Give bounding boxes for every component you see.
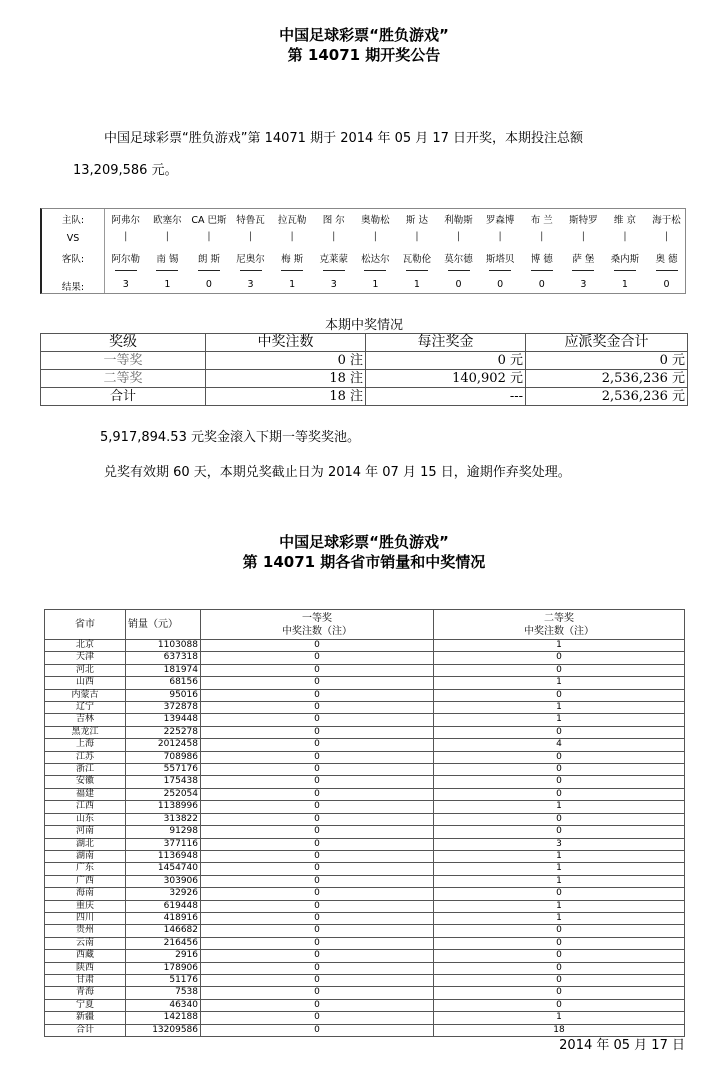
- prize-row: [41, 370, 688, 388]
- province-row: [45, 1012, 685, 1024]
- home-team: 斯 达: [405, 215, 428, 226]
- prize-row: [41, 388, 688, 406]
- underline-divider: [531, 270, 553, 271]
- province-sales: 32926: [126, 888, 201, 900]
- province-sales: 91298: [126, 826, 201, 838]
- province-name: 湖南: [45, 850, 126, 862]
- vs-separator: |: [332, 231, 336, 242]
- province-name: 青海: [45, 987, 126, 999]
- province-sales: 178906: [126, 962, 201, 974]
- province-name: 陕西: [45, 962, 126, 974]
- vs-separator: |: [664, 231, 669, 242]
- announcement-subtitle: 第 14071 期开奖公告: [287, 46, 441, 64]
- province-first: 0: [201, 776, 434, 788]
- province-first: 0: [201, 888, 434, 900]
- province-second: 0: [434, 813, 685, 825]
- province-sales: 708986: [126, 751, 201, 763]
- intro-line-2: 13,209,586 元。: [73, 163, 178, 178]
- prov-header-second: [434, 610, 685, 640]
- province-row: [45, 776, 685, 788]
- province-row: [45, 640, 685, 652]
- team-underline: [396, 270, 438, 271]
- team-underline: [188, 270, 230, 271]
- footer-date: 2014 年 05 月 17 日: [559, 1038, 685, 1053]
- prov-header-second-l1: 二等奖: [544, 612, 574, 624]
- province-row: [45, 677, 685, 689]
- team-underline: [230, 270, 272, 271]
- away-team: 梅 斯: [281, 254, 304, 265]
- match-result: 1: [164, 279, 171, 290]
- vs-separator: |: [456, 231, 461, 242]
- vs-separator: |: [373, 231, 377, 242]
- vs-separator: |: [165, 231, 169, 242]
- province-first: 0: [201, 850, 434, 862]
- prov-header-second-l2: 中奖注数（注）: [524, 625, 594, 637]
- province-sales: 377116: [126, 838, 201, 850]
- province-row: [45, 764, 685, 776]
- province-second: 0: [434, 776, 685, 788]
- match-result: 1: [289, 279, 296, 290]
- prize-count: 18 注: [206, 388, 366, 406]
- province-second: 1: [434, 900, 685, 912]
- vs-separator: |: [623, 231, 627, 242]
- section2-title: 中国足球彩票“胜负游戏”: [279, 533, 449, 551]
- prize-count: 18 注: [206, 370, 366, 388]
- province-sales: 181974: [126, 664, 201, 676]
- province-row: [45, 838, 685, 850]
- province-name: 湖北: [45, 838, 126, 850]
- province-second: 0: [434, 751, 685, 763]
- team-underline: [355, 270, 397, 271]
- province-first: 0: [201, 1024, 434, 1036]
- result-label: 结果:: [61, 282, 85, 293]
- province-row: [45, 863, 685, 875]
- validity-note: 兑奖有效期 60 天，本期兑奖截止日为 2014 年 07 月 15 日，逾期作弃奖处理。: [104, 465, 571, 480]
- underline-divider: [156, 270, 178, 271]
- team-underline: [521, 270, 563, 271]
- prize-per: 0 元: [366, 352, 526, 370]
- province-row: [45, 801, 685, 813]
- home-team: 维 京: [613, 215, 636, 226]
- province-first: 0: [201, 801, 434, 813]
- province-name: 重庆: [45, 900, 126, 912]
- province-second: 1: [434, 850, 685, 862]
- province-sales: 619448: [126, 900, 201, 912]
- province-name: 河北: [45, 664, 126, 676]
- province-second: 0: [434, 987, 685, 999]
- province-name: 河南: [45, 826, 126, 838]
- province-second: 0: [434, 950, 685, 962]
- prize-header-count: 中奖注数: [206, 334, 366, 352]
- province-first: 0: [201, 962, 434, 974]
- province-first: 0: [201, 974, 434, 986]
- province-name: 贵州: [45, 925, 126, 937]
- province-second: 0: [434, 826, 685, 838]
- home-team: 阿弗尔: [111, 215, 140, 226]
- prov-header-province: 省市: [45, 610, 126, 640]
- province-name: 浙江: [45, 764, 126, 776]
- underline-divider: [281, 270, 303, 271]
- match-result: 0: [205, 279, 212, 290]
- province-first: 0: [201, 640, 434, 652]
- prize-total: 2,536,236 元: [526, 388, 688, 406]
- announcement-title: 中国足球彩票“胜负游戏”: [279, 26, 449, 44]
- province-row: [45, 925, 685, 937]
- province-second: 0: [434, 974, 685, 986]
- match-result: 3: [122, 279, 129, 290]
- province-sales: 2916: [126, 950, 201, 962]
- province-second: 1: [434, 714, 685, 726]
- province-first: 0: [201, 714, 434, 726]
- match-result: 0: [497, 279, 504, 290]
- underline-divider: [614, 270, 636, 271]
- team-underline: [646, 270, 688, 271]
- home-team: 特鲁瓦: [236, 215, 265, 226]
- province-first: 0: [201, 950, 434, 962]
- away-team: 朗 斯: [197, 254, 220, 265]
- province-name: 新疆: [45, 1012, 126, 1024]
- province-second: 1: [434, 875, 685, 887]
- province-row: [45, 900, 685, 912]
- prize-row: [41, 352, 688, 370]
- province-second: 0: [434, 999, 685, 1011]
- vs-separator: |: [581, 231, 585, 242]
- prov-header-first-l1: 一等奖: [302, 612, 332, 624]
- prize-level: 一等奖: [41, 352, 206, 370]
- province-row: [45, 1024, 685, 1036]
- province-first: 0: [201, 826, 434, 838]
- province-row: [45, 726, 685, 738]
- team-underline: [147, 270, 189, 271]
- match-result: 3: [330, 279, 337, 290]
- province-second: 4: [434, 739, 685, 751]
- province-name: 上海: [45, 739, 126, 751]
- province-name: 四川: [45, 912, 126, 924]
- away-team: 松达尔: [361, 254, 390, 265]
- underline-divider: [656, 270, 678, 271]
- province-row: [45, 962, 685, 974]
- away-team: 博 德: [530, 254, 553, 265]
- underline-divider: [572, 270, 594, 271]
- province-row: [45, 937, 685, 949]
- province-second: 1: [434, 702, 685, 714]
- province-row: [45, 689, 685, 701]
- vs-separator: |: [498, 231, 502, 242]
- match-result: 3: [247, 279, 254, 290]
- province-sales: 313822: [126, 813, 201, 825]
- prize-total: 0 元: [526, 352, 688, 370]
- province-row: [45, 739, 685, 751]
- province-second: 1: [434, 640, 685, 652]
- vs-separator: |: [290, 231, 294, 242]
- province-name: 合计: [45, 1024, 126, 1036]
- province-name: 海南: [45, 888, 126, 900]
- away-team: 奥 德: [655, 254, 678, 265]
- away-team: 萨 堡: [572, 254, 595, 265]
- prov-header-first-l2: 中奖注数（注）: [282, 625, 352, 637]
- vs-separator: |: [540, 231, 544, 242]
- underline-divider: [364, 270, 386, 271]
- province-sales: 7538: [126, 987, 201, 999]
- province-sales: 13209586: [126, 1024, 201, 1036]
- province-sales: 372878: [126, 702, 201, 714]
- province-name: 山东: [45, 813, 126, 825]
- underline-divider: [323, 270, 345, 271]
- home-team: 拉瓦勒: [277, 215, 307, 226]
- vs-separator: |: [124, 231, 128, 242]
- province-row: [45, 788, 685, 800]
- province-name: 黑龙江: [45, 726, 126, 738]
- team-underline: [438, 270, 480, 271]
- vs-separator: |: [207, 231, 211, 242]
- province-first: 0: [201, 739, 434, 751]
- away-team: 阿尔勒: [111, 254, 140, 265]
- prize-table-caption: 本期中奖情况: [324, 318, 403, 333]
- province-name: 甘肃: [45, 974, 126, 986]
- vs-separator: |: [248, 231, 253, 242]
- province-row: [45, 974, 685, 986]
- province-sales: 216456: [126, 937, 201, 949]
- province-row: [45, 850, 685, 862]
- province-second: 1: [434, 801, 685, 813]
- province-row: [45, 702, 685, 714]
- vs-separator: |: [415, 231, 419, 242]
- section2-subtitle: 第 14071 期各省市销量和中奖情况: [242, 553, 486, 571]
- province-row: [45, 826, 685, 838]
- match-result: 0: [455, 279, 462, 290]
- home-team: 图 尔: [322, 215, 345, 226]
- match-result: 0: [538, 279, 545, 290]
- province-second: 1: [434, 912, 685, 924]
- home-label: 主队:: [61, 215, 85, 226]
- province-row: [45, 950, 685, 962]
- prize-per: ---: [366, 388, 526, 406]
- province-name: 广东: [45, 863, 126, 875]
- match-table: [40, 208, 686, 294]
- province-first: 0: [201, 664, 434, 676]
- province-second: 0: [434, 888, 685, 900]
- province-sales: 637318: [126, 652, 201, 664]
- province-second: 0: [434, 788, 685, 800]
- province-sales: 95016: [126, 689, 201, 701]
- province-name: 广西: [45, 875, 126, 887]
- intro-line-1: 中国足球彩票“胜负游戏”第 14071 期于 2014 年 05 月 17 日开奖，本期投注总额: [104, 131, 584, 146]
- match-result: 1: [372, 279, 379, 290]
- rollover-note: 5,917,894.53 元奖金滚入下期一等奖奖池。: [100, 430, 360, 445]
- away-team: 克莱蒙: [319, 254, 348, 265]
- province-sales: 68156: [126, 677, 201, 689]
- province-row: [45, 751, 685, 763]
- province-second: 0: [434, 764, 685, 776]
- province-first: 0: [201, 764, 434, 776]
- province-first: 0: [201, 677, 434, 689]
- province-name: 内蒙古: [45, 689, 126, 701]
- province-sales: 252054: [126, 788, 201, 800]
- province-name: 福建: [45, 788, 126, 800]
- match-result: 1: [621, 279, 628, 290]
- province-sales: 303906: [126, 875, 201, 887]
- underline-divider: [406, 270, 428, 271]
- province-sales: 225278: [126, 726, 201, 738]
- home-team: 罗森博: [485, 215, 515, 226]
- team-underline: [563, 270, 605, 271]
- team-underline: [604, 270, 646, 271]
- underline-divider: [489, 270, 511, 271]
- province-first: 0: [201, 702, 434, 714]
- underline-divider: [115, 270, 137, 271]
- province-name: 西藏: [45, 950, 126, 962]
- province-second: 0: [434, 652, 685, 664]
- province-sales: 1103088: [126, 640, 201, 652]
- prize-header-per: 每注奖金: [366, 334, 526, 352]
- away-team: 尼奥尔: [236, 254, 265, 265]
- underline-divider: [240, 270, 262, 271]
- prize-per: 140,902 元: [366, 370, 526, 388]
- province-sales: 418916: [126, 912, 201, 924]
- province-name: 山西: [45, 677, 126, 689]
- team-underline: [271, 270, 313, 271]
- province-second: 0: [434, 726, 685, 738]
- province-first: 0: [201, 925, 434, 937]
- province-name: 天津: [45, 652, 126, 664]
- province-sales: 2012458: [126, 739, 201, 751]
- province-row: [45, 652, 685, 664]
- prize-total: 2,536,236 元: [526, 370, 688, 388]
- province-table: [44, 609, 685, 1037]
- province-name: 云南: [45, 937, 126, 949]
- province-row: [45, 714, 685, 726]
- province-first: 0: [201, 987, 434, 999]
- prize-level: 合计: [41, 388, 206, 406]
- province-second: 0: [434, 664, 685, 676]
- province-second: 0: [434, 937, 685, 949]
- province-sales: 51176: [126, 974, 201, 986]
- province-second: 0: [434, 925, 685, 937]
- province-second: 18: [434, 1024, 685, 1036]
- province-name: 北京: [45, 640, 126, 652]
- match-result: 1: [413, 279, 420, 290]
- province-first: 0: [201, 726, 434, 738]
- home-team: 利勒斯: [444, 215, 473, 226]
- province-row: [45, 875, 685, 887]
- province-second: 0: [434, 689, 685, 701]
- province-sales: 1138996: [126, 801, 201, 813]
- away-label: 客队:: [61, 254, 85, 265]
- province-first: 0: [201, 838, 434, 850]
- province-sales: 46340: [126, 999, 201, 1011]
- province-sales: 142188: [126, 1012, 201, 1024]
- province-second: 0: [434, 962, 685, 974]
- away-team: 南 锡: [156, 254, 179, 265]
- province-sales: 175438: [126, 776, 201, 788]
- province-first: 0: [201, 689, 434, 701]
- underline-divider: [448, 270, 470, 271]
- match-result: 3: [580, 279, 587, 290]
- province-sales: 139448: [126, 714, 201, 726]
- province-sales: 557176: [126, 764, 201, 776]
- province-second: 1: [434, 1012, 685, 1024]
- province-name: 江苏: [45, 751, 126, 763]
- province-second: 1: [434, 677, 685, 689]
- province-first: 0: [201, 813, 434, 825]
- team-underline: [105, 270, 147, 271]
- province-row: [45, 664, 685, 676]
- province-name: 吉林: [45, 714, 126, 726]
- underline-divider: [198, 270, 220, 271]
- province-first: 0: [201, 900, 434, 912]
- province-first: 0: [201, 875, 434, 887]
- home-team: CA 巴斯: [191, 215, 227, 226]
- away-team: 莫尔德: [444, 254, 473, 265]
- province-sales: 1136948: [126, 850, 201, 862]
- prov-header-sales: 销量（元）: [126, 610, 201, 640]
- province-sales: 146682: [126, 925, 201, 937]
- away-team: 斯塔贝: [485, 254, 515, 265]
- prize-header-level: 奖级: [41, 334, 206, 352]
- team-underline: [479, 270, 521, 271]
- province-name: 宁夏: [45, 999, 126, 1011]
- prize-table: [40, 333, 688, 406]
- prize-level: 二等奖: [41, 370, 206, 388]
- match-result: 0: [663, 279, 670, 290]
- vs-label: VS: [66, 233, 80, 244]
- away-team: 桑内斯: [610, 254, 640, 265]
- prize-header-total: 应派奖金合计: [526, 334, 688, 352]
- province-first: 0: [201, 999, 434, 1011]
- province-first: 0: [201, 788, 434, 800]
- province-first: 0: [201, 1012, 434, 1024]
- home-team: 布 兰: [530, 215, 553, 226]
- province-second: 3: [434, 838, 685, 850]
- province-row: [45, 999, 685, 1011]
- province-row: [45, 813, 685, 825]
- home-team: 斯特罗: [569, 215, 598, 226]
- province-first: 0: [201, 937, 434, 949]
- province-second: 1: [434, 863, 685, 875]
- away-team: 瓦勒伦: [402, 254, 432, 265]
- province-row: [45, 912, 685, 924]
- home-team: 欧塞尔: [153, 215, 182, 226]
- province-first: 0: [201, 751, 434, 763]
- province-first: 0: [201, 652, 434, 664]
- province-first: 0: [201, 863, 434, 875]
- team-underline: [313, 270, 355, 271]
- province-name: 江西: [45, 801, 126, 813]
- home-team: 海于松: [652, 215, 681, 226]
- prize-count: 0 注: [206, 352, 366, 370]
- province-name: 安徽: [45, 776, 126, 788]
- prov-header-first: [201, 610, 434, 640]
- province-sales: 1454740: [126, 863, 201, 875]
- province-row: [45, 888, 685, 900]
- home-team: 奥勒松: [361, 215, 390, 226]
- province-row: [45, 987, 685, 999]
- province-first: 0: [201, 912, 434, 924]
- province-name: 辽宁: [45, 702, 126, 714]
